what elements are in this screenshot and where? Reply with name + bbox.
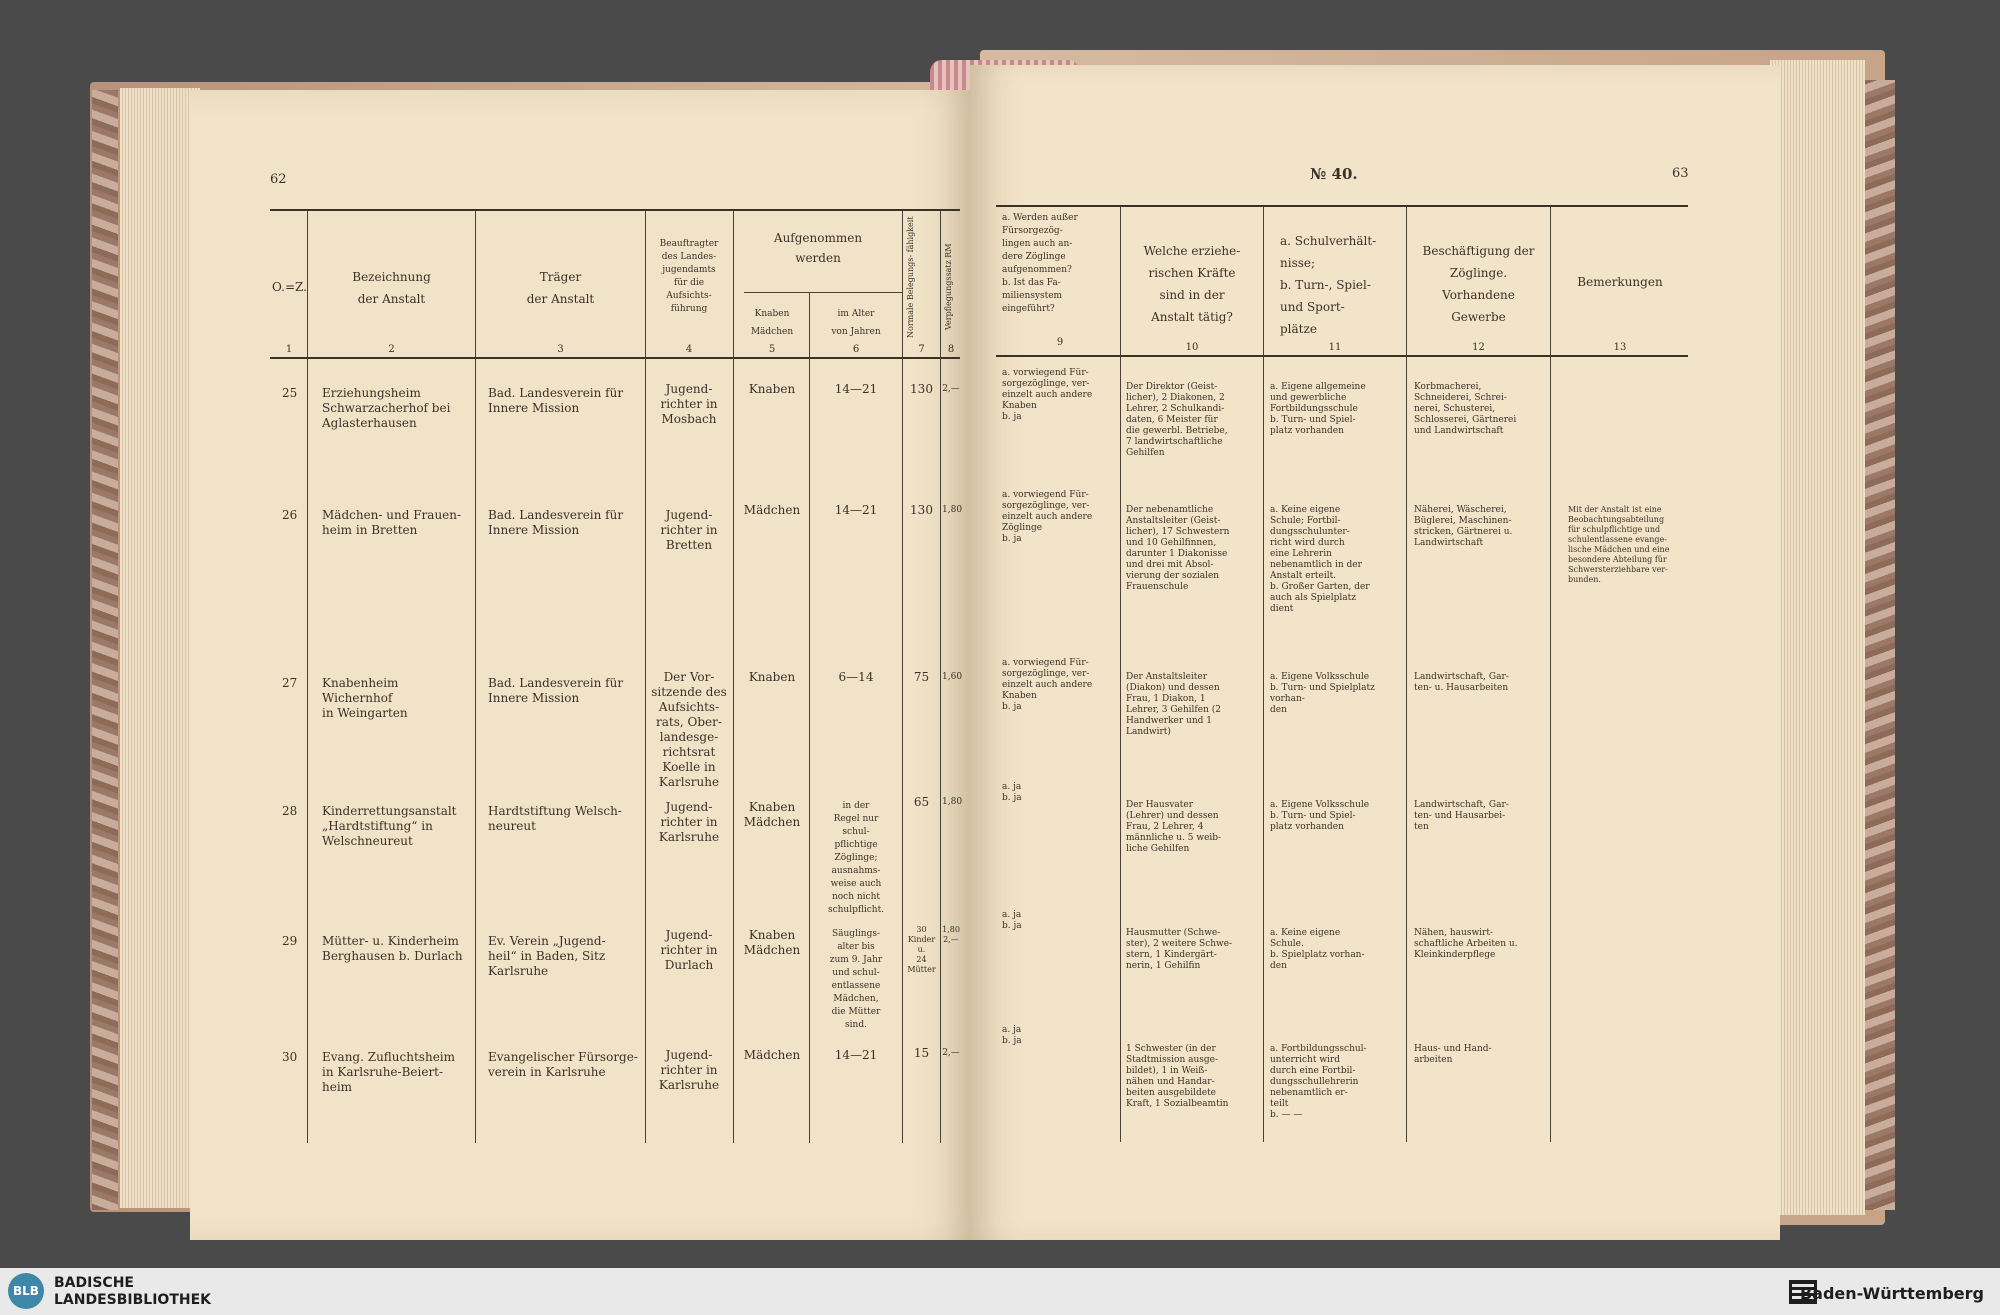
header-number: 9 xyxy=(1056,337,1064,348)
row-28-satz: 1,80 xyxy=(942,797,963,807)
row-30-satz: 2,— xyxy=(942,1048,960,1058)
header-number: 10 xyxy=(1185,342,1199,353)
row-25-schule: a. Eigene allgemeine und gewerbliche Fortbildungsschule b. Turn- und Spiel- platz vorhanden xyxy=(1270,382,1366,436)
row-30-geschlecht: Mädchen xyxy=(743,1048,801,1062)
column-divider xyxy=(1550,207,1551,1142)
row-27-name: Knabenheim Wichernhof in Weingarten xyxy=(322,676,408,720)
header-alter: im Alter von Jahren xyxy=(831,309,881,337)
header-belegung: Normale Belegungs- fähigkeit xyxy=(906,216,915,338)
header-number: 8 xyxy=(947,344,955,355)
header-bemerkungen: Bemerkungen xyxy=(1577,275,1663,289)
row-25-name: Erziehungsheim Schwarzacherhof bei Aglasterhausen xyxy=(322,386,451,430)
table-top-rule-left xyxy=(270,209,960,211)
header-verpflegungssatz: Verpflegungssatz RM xyxy=(944,243,953,330)
row-27-beauftragter: Der Vor- sitzende des Aufsichts- rats, Ober- landesge- richtsrat Koelle in Karlsruhe xyxy=(651,670,727,789)
right-page-number: 63 xyxy=(1672,166,1689,181)
header-oz: O.=Z. xyxy=(272,280,307,294)
row-27-gewerbe: Landwirtschaft, Gar- ten- u. Hausarbeiten xyxy=(1414,672,1509,693)
column-divider xyxy=(809,293,810,1143)
header-number: 12 xyxy=(1472,342,1485,353)
column-divider xyxy=(1406,207,1407,1142)
row-29-belegung: 30 Kinder u. 24 Mütter xyxy=(907,925,936,974)
aufgenommen-rule xyxy=(744,292,902,293)
row-25-alter: 14—21 xyxy=(834,382,878,396)
row-25-gewerbe: Korbmacherei, Schneiderei, Schrei- nerei, Schusterei, Schlosserei, Gärtnerei und Landwirtschaft xyxy=(1414,382,1517,436)
row-29-traeger: Ev. Verein „Jugend- heil“ in Baden, Sitz Karlsruhe xyxy=(488,934,606,978)
row-28-traeger: Hardtstiftung Welsch- neureut xyxy=(488,804,622,833)
viewer-footer xyxy=(0,1268,2000,1315)
row-26-alter: 14—21 xyxy=(834,503,878,517)
column-divider xyxy=(475,211,476,1143)
row-26-beauftragter: Jugend- richter in Bretten xyxy=(660,508,718,552)
table-header-rule-right xyxy=(996,355,1688,357)
header-kraefte: Welche erziehe- rischen Kräfte sind in der Anstalt tätig? xyxy=(1143,244,1241,324)
left-page-number: 62 xyxy=(270,172,287,187)
row-25-zoeglinge: a. vorwiegend Für- sorgezöglinge, ver- einzelt auch andere Knaben b. ja xyxy=(1002,368,1093,422)
column-divider xyxy=(1263,207,1264,1142)
row-26-geschlecht: Mädchen xyxy=(743,503,801,517)
row-26-nr: 26 xyxy=(282,508,298,522)
row-25-nr: 25 xyxy=(282,386,298,400)
row-28-kraefte: Der Hausvater (Lehrer) und dessen Frau, 2 Lehrer, 4 männliche u. 5 weib- liche Gehilfen xyxy=(1126,800,1222,854)
row-29-geschlecht: Knaben Mädchen xyxy=(743,928,801,957)
row-25-traeger: Bad. Landesverein für Innere Mission xyxy=(488,386,624,415)
row-27-geschlecht: Knaben xyxy=(748,670,796,684)
row-28-zoeglinge: a. ja b. ja xyxy=(1002,782,1022,803)
header-number: 3 xyxy=(557,344,564,355)
column-divider xyxy=(902,211,903,1143)
row-29-satz: 1,80 2,— xyxy=(942,925,960,944)
header-zoeglinge: a. Werden außer Fürsorgezög- lingen auch an- dere Zöglinge aufgenommen? b. Ist das Fa- miliensystem eingeführt? xyxy=(1002,213,1078,314)
header-number: 2 xyxy=(388,344,395,355)
row-26-traeger: Bad. Landesverein für Innere Mission xyxy=(488,508,624,537)
row-29-zoeglinge: a. ja b. ja xyxy=(1002,910,1022,931)
document-number-heading: № 40. xyxy=(1310,165,1358,183)
header-number: 1 xyxy=(285,344,293,355)
page-edges-right xyxy=(1770,60,1865,1215)
row-30-name: Evang. Zufluchtsheim in Karlsruhe-Beiert- heim xyxy=(322,1050,456,1094)
table-top-rule-right xyxy=(996,205,1688,207)
page-edges-left xyxy=(120,88,200,1208)
row-26-kraefte: Der nebenamtliche Anstaltsleiter (Geist- licher), 17 Schwestern und 10 Gehilfinnen, darunter 1 Diakonisse und drei mit Absol- vierung der sozialen Frauenschule xyxy=(1126,505,1230,592)
row-26-schule: a. Keine eigene Schule; Fortbil- dungsschulunter- richt wird durch eine Lehrerin nebenamtlich in der Anstalt erteilt. b. Großer Garten, der auch als Spielplatz dient xyxy=(1270,505,1370,614)
row-30-gewerbe: Haus- und Hand- arbeiten xyxy=(1414,1044,1492,1065)
row-30-traeger: Evangelischer Fürsorge- verein in Karlsruhe xyxy=(488,1050,638,1079)
header-number: 4 xyxy=(685,344,693,355)
row-28-beauftragter: Jugend- richter in Karlsruhe xyxy=(658,800,720,844)
row-26-zoeglinge: a. vorwiegend Für- sorgezöglinge, ver- einzelt auch andere Zöglinge b. ja xyxy=(1002,490,1093,544)
row-28-name: Kinderrettungsanstalt „Hardtstiftung“ in Welschneureut xyxy=(322,804,457,848)
row-28-gewerbe: Landwirtschaft, Gar- ten- und Hausarbei- ten xyxy=(1414,800,1509,832)
row-30-belegung: 15 xyxy=(913,1046,930,1060)
row-26-gewerbe: Näherei, Wäscherei, Büglerei, Maschinen- stricken, Gärtnerei u. Landwirtschaft xyxy=(1414,505,1513,548)
row-29-nr: 29 xyxy=(282,934,298,948)
header-aufgenommen: Aufgenommen werden xyxy=(773,231,863,265)
table-header-rule-left xyxy=(270,357,960,359)
row-30-nr: 30 xyxy=(282,1050,298,1064)
row-25-satz: 2,— xyxy=(942,384,960,394)
row-30-kraefte: 1 Schwester (in der Stadtmission ausge- bildet), 1 in Weiß- nähen und Handar- beiten ausgebildete Kraft, 1 Sozialbeamtin xyxy=(1126,1044,1229,1109)
header-number: 7 xyxy=(918,344,925,355)
column-divider xyxy=(1120,207,1121,1142)
blb-logo[interactable]: BLB xyxy=(8,1273,44,1309)
header-number: 6 xyxy=(852,344,860,355)
column-divider xyxy=(940,211,941,1143)
column-divider xyxy=(307,211,308,1143)
row-26-bemerkungen: Mit der Anstalt ist eine Beobachtungsabteilung für schulpflichtige und schulentlassene evange- lische Mädchen und eine besondere Abteilung für Schwersterziehbare ver- bunden. xyxy=(1568,505,1670,584)
row-25-kraefte: Der Direktor (Geist- licher), 2 Diakonen, 2 Lehrer, 2 Schulkandi- daten, 6 Meister für die gewerbl. Betriebe, 7 landwirtschaftliche Gehilfen xyxy=(1126,382,1228,458)
row-28-belegung: 65 xyxy=(913,795,930,809)
library-name[interactable]: BADISCHE LANDESBIBLIOTHEK xyxy=(54,1275,212,1308)
state-name[interactable]: Baden-Württemberg xyxy=(1799,1284,1984,1303)
row-27-nr: 27 xyxy=(282,676,298,690)
row-26-satz: 1,80 xyxy=(942,505,963,515)
column-divider xyxy=(733,211,734,1143)
row-29-kraefte: Hausmutter (Schwe- ster), 2 weitere Schwe- stern, 1 Kindergärt- nerin, 1 Gehilfin xyxy=(1126,928,1233,971)
header-traeger: Träger der Anstalt xyxy=(526,270,595,306)
row-28-alter: in der Regel nur schul- pflichtige Zöglinge; ausnahms- weise auch noch nicht schulpflicht. xyxy=(827,801,885,915)
row-30-schule: a. Fortbildungsschul- unterricht wird durch eine Fortbil- dungsschullehrerin nebenamtlich er- teilt b. — — xyxy=(1270,1044,1367,1120)
row-27-satz: 1,60 xyxy=(942,672,963,682)
row-29-schule: a. Keine eigene Schule. b. Spielplatz vorhan- den xyxy=(1270,928,1365,971)
header-number: 13 xyxy=(1613,342,1627,353)
header-number: 11 xyxy=(1328,342,1342,353)
row-29-name: Mütter- u. Kinderheim Berghausen b. Durlach xyxy=(322,934,463,963)
row-27-belegung: 75 xyxy=(913,670,930,684)
row-29-gewerbe: Nähen, hauswirt- schaftliche Arbeiten u. Kleinkinderpflege xyxy=(1414,928,1518,960)
row-25-belegung: 130 xyxy=(910,382,933,396)
row-26-name: Mädchen- und Frauen- heim in Bretten xyxy=(322,508,462,537)
row-28-schule: a. Eigene Volksschule b. Turn- und Spiel- platz vorhanden xyxy=(1270,800,1370,832)
row-27-schule: a. Eigene Volksschule b. Turn- und Spielplatz vorhan- den xyxy=(1270,672,1375,715)
row-28-geschlecht: Knaben Mädchen xyxy=(743,800,801,829)
row-29-alter: Säuglings- alter bis zum 9. Jahr und schul- entlassene Mädchen, die Mütter sind. xyxy=(829,929,883,1030)
header-number: 5 xyxy=(768,344,776,355)
header-beauftragter: Beauftragter des Landes- jugendamts für die Aufsichts- führung xyxy=(659,239,719,314)
row-30-beauftragter: Jugend- richter in Karlsruhe xyxy=(658,1048,720,1092)
row-30-alter: 14—21 xyxy=(834,1048,878,1062)
row-27-traeger: Bad. Landesverein für Innere Mission xyxy=(488,676,624,705)
header-schule: a. Schulverhält- nisse; b. Turn-, Spiel- und Sport- plätze xyxy=(1280,234,1377,336)
row-28-nr: 28 xyxy=(282,804,298,818)
header-geschlecht: Knaben Mädchen xyxy=(750,309,794,337)
row-25-geschlecht: Knaben xyxy=(748,382,796,396)
marbled-edge-left xyxy=(92,90,118,1210)
header-gewerbe: Beschäftigung der Zöglinge. Vorhandene Gewerbe xyxy=(1422,244,1535,324)
row-26-belegung: 130 xyxy=(910,503,933,517)
row-25-beauftragter: Jugend- richter in Mosbach xyxy=(660,382,718,426)
row-27-kraefte: Der Anstaltsleiter (Diakon) und dessen Frau, 1 Diakon, 1 Lehrer, 3 Gehilfen (2 Handwerker und 1 Landwirt) xyxy=(1126,672,1221,737)
row-27-alter: 6—14 xyxy=(838,670,874,684)
row-27-zoeglinge: a. vorwiegend Für- sorgezöglinge, ver- einzelt auch andere Knaben b. ja xyxy=(1002,658,1093,712)
row-30-zoeglinge: a. ja b. ja xyxy=(1002,1025,1022,1046)
row-29-beauftragter: Jugend- richter in Durlach xyxy=(660,928,718,972)
marbled-edge-right xyxy=(1860,80,1895,1210)
column-divider xyxy=(645,211,646,1143)
header-bezeichnung: Bezeichnung der Anstalt xyxy=(352,270,431,306)
